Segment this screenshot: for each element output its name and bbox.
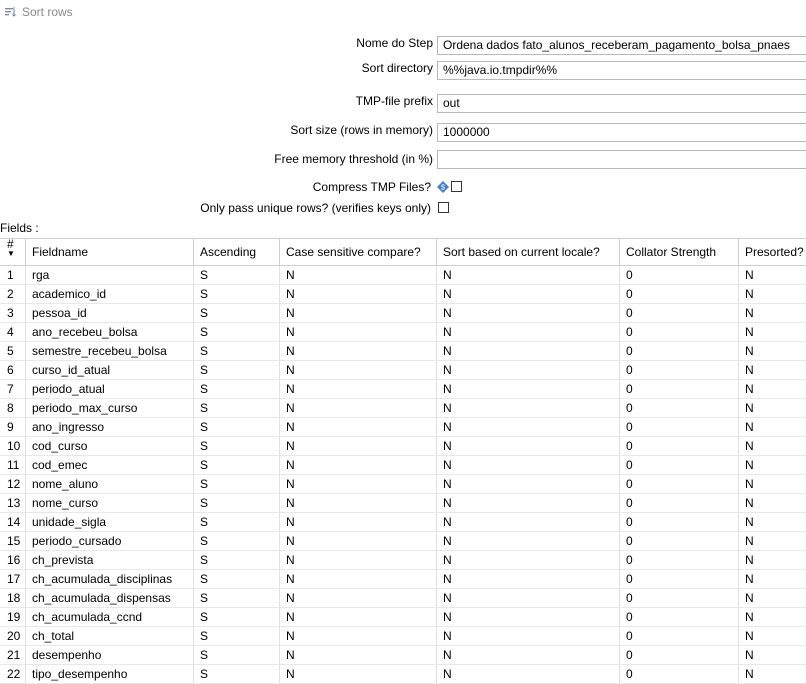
cell-collator[interactable]: 0 bbox=[620, 456, 739, 474]
cell-locale[interactable]: N bbox=[437, 513, 620, 531]
cell-presorted[interactable]: N bbox=[745, 382, 754, 396]
table-row[interactable] bbox=[0, 380, 806, 399]
sort-size-label: Sort size (rows in memory) bbox=[290, 123, 433, 137]
table-row[interactable] bbox=[0, 513, 806, 532]
cell-locale[interactable]: N bbox=[437, 589, 620, 607]
table-row[interactable] bbox=[0, 532, 806, 551]
cell-presorted[interactable]: N bbox=[745, 458, 754, 472]
cell-case-sensitive[interactable]: N bbox=[280, 380, 437, 398]
header-fieldname[interactable]: Fieldname bbox=[26, 239, 194, 265]
cell-collator[interactable]: 0 bbox=[620, 513, 739, 531]
cell-collator[interactable]: 0 bbox=[620, 551, 739, 569]
cell-collator[interactable]: 0 bbox=[620, 304, 739, 322]
cell-locale[interactable]: N bbox=[437, 551, 620, 569]
cell-collator[interactable]: 0 bbox=[620, 285, 739, 303]
cell-locale[interactable]: N bbox=[437, 399, 620, 417]
cell-collator[interactable]: 0 bbox=[620, 437, 739, 455]
cell-fieldname[interactable]: ch_total bbox=[26, 627, 194, 645]
cell-fieldname[interactable]: ch_prevista bbox=[26, 551, 194, 569]
cell-collator[interactable]: 0 bbox=[620, 418, 739, 436]
cell-num[interactable]: 3 bbox=[0, 304, 26, 322]
cell-num[interactable]: 13 bbox=[0, 494, 26, 512]
cell-num[interactable]: 20 bbox=[0, 627, 26, 645]
cell-presorted[interactable]: N bbox=[745, 553, 754, 567]
cell-case-sensitive[interactable]: N bbox=[280, 494, 437, 512]
cell-ascending[interactable]: S bbox=[194, 342, 280, 360]
cell-ascending[interactable]: S bbox=[194, 513, 280, 531]
cell-locale[interactable]: N bbox=[437, 494, 620, 512]
svg-text:$: $ bbox=[441, 184, 445, 192]
cell-locale[interactable]: N bbox=[437, 437, 620, 455]
cell-locale[interactable]: N bbox=[437, 627, 620, 645]
window-title: Sort rows bbox=[22, 5, 73, 19]
cell-fieldname[interactable]: ch_acumulada_disciplinas bbox=[26, 570, 194, 588]
cell-collator[interactable]: 0 bbox=[620, 380, 739, 398]
cell-num[interactable]: 6 bbox=[0, 361, 26, 379]
cell-case-sensitive[interactable]: N bbox=[280, 323, 437, 341]
cell-ascending[interactable]: S bbox=[194, 646, 280, 664]
cell-ascending[interactable]: S bbox=[194, 437, 280, 455]
cell-case-sensitive[interactable]: N bbox=[280, 399, 437, 417]
cell-locale[interactable]: N bbox=[437, 570, 620, 588]
table-row[interactable] bbox=[0, 551, 806, 570]
cell-presorted[interactable]: N bbox=[745, 420, 754, 434]
table-row[interactable] bbox=[0, 304, 806, 323]
cell-fieldname[interactable]: nome_curso bbox=[26, 494, 194, 512]
cell-presorted[interactable]: N bbox=[745, 515, 754, 529]
table-header-row bbox=[0, 238, 806, 266]
cell-case-sensitive[interactable]: N bbox=[280, 627, 437, 645]
cell-fieldname[interactable]: curso_id_atual bbox=[26, 361, 194, 379]
table-row[interactable] bbox=[0, 418, 806, 437]
cell-locale[interactable]: N bbox=[437, 532, 620, 550]
cell-fieldname[interactable]: ano_ingresso bbox=[26, 418, 194, 436]
cell-ascending[interactable]: S bbox=[194, 456, 280, 474]
cell-ascending[interactable]: S bbox=[194, 418, 280, 436]
cell-presorted[interactable]: N bbox=[745, 401, 754, 415]
cell-presorted[interactable]: N bbox=[745, 534, 754, 548]
free-memory-label: Free memory threshold (in %) bbox=[274, 152, 433, 166]
header-case-sensitive[interactable]: Case sensitive compare? bbox=[280, 239, 437, 265]
window-title-bar bbox=[4, 4, 73, 20]
cell-num[interactable]: 4 bbox=[0, 323, 26, 341]
table-row[interactable] bbox=[0, 323, 806, 342]
cell-fieldname[interactable]: cod_curso bbox=[26, 437, 194, 455]
compress-checkbox[interactable] bbox=[451, 181, 462, 192]
cell-fieldname[interactable]: periodo_max_curso bbox=[26, 399, 194, 417]
cell-locale[interactable]: N bbox=[437, 342, 620, 360]
cell-collator[interactable]: 0 bbox=[620, 342, 739, 360]
cell-presorted[interactable]: N bbox=[745, 667, 754, 681]
cell-case-sensitive[interactable]: N bbox=[280, 646, 437, 664]
cell-presorted[interactable]: N bbox=[745, 591, 754, 605]
unique-rows-checkbox[interactable] bbox=[438, 202, 449, 213]
table-row[interactable] bbox=[0, 494, 806, 513]
cell-case-sensitive[interactable]: N bbox=[280, 570, 437, 588]
cell-case-sensitive[interactable]: N bbox=[280, 475, 437, 493]
cell-num[interactable]: 1 bbox=[0, 266, 26, 284]
cell-presorted[interactable]: N bbox=[745, 287, 754, 301]
unique-rows-label: Only pass unique rows? (verifies keys only) bbox=[200, 201, 431, 215]
cell-fieldname[interactable]: tipo_desempenho bbox=[26, 665, 194, 683]
cell-locale[interactable]: N bbox=[437, 456, 620, 474]
table-row[interactable] bbox=[0, 627, 806, 646]
sort-directory-input[interactable]: %%java.io.tmpdir%% bbox=[437, 61, 806, 80]
table-row[interactable] bbox=[0, 285, 806, 304]
cell-collator[interactable]: 0 bbox=[620, 494, 739, 512]
cell-fieldname[interactable]: ano_recebeu_bolsa bbox=[26, 323, 194, 341]
variable-diamond-icon bbox=[437, 181, 449, 193]
cell-num[interactable]: 18 bbox=[0, 589, 26, 607]
cell-locale[interactable]: N bbox=[437, 361, 620, 379]
sort-directory-label: Sort directory bbox=[361, 61, 433, 75]
cell-locale[interactable]: N bbox=[437, 418, 620, 436]
cell-num[interactable]: 19 bbox=[0, 608, 26, 626]
cell-case-sensitive[interactable]: N bbox=[280, 608, 437, 626]
tmp-prefix-input[interactable]: out bbox=[437, 94, 806, 113]
sort-arrow-icon: ▼ bbox=[7, 249, 15, 258]
compress-label: Compress TMP Files? bbox=[312, 180, 431, 194]
step-name-input[interactable]: Ordena dados fato_alunos_receberam_pagamento_bolsa_pnaes bbox=[437, 36, 806, 55]
cell-fieldname[interactable]: ch_acumulada_dispensas bbox=[26, 589, 194, 607]
cell-fieldname[interactable]: periodo_atual bbox=[26, 380, 194, 398]
cell-num[interactable]: 22 bbox=[0, 665, 26, 683]
table-row[interactable] bbox=[0, 570, 806, 589]
cell-case-sensitive[interactable]: N bbox=[280, 342, 437, 360]
cell-fieldname[interactable]: rga bbox=[26, 266, 194, 284]
sort-size-input[interactable]: 1000000 bbox=[437, 123, 806, 142]
cell-num[interactable]: 10 bbox=[0, 437, 26, 455]
cell-collator[interactable]: 0 bbox=[620, 361, 739, 379]
cell-case-sensitive[interactable]: N bbox=[280, 456, 437, 474]
cell-num[interactable]: 15 bbox=[0, 532, 26, 550]
cell-case-sensitive[interactable]: N bbox=[280, 285, 437, 303]
cell-num[interactable]: 14 bbox=[0, 513, 26, 531]
cell-collator[interactable]: 0 bbox=[620, 266, 739, 284]
cell-fieldname[interactable]: semestre_recebeu_bolsa bbox=[26, 342, 194, 360]
cell-collator[interactable]: 0 bbox=[620, 589, 739, 607]
cell-ascending[interactable]: S bbox=[194, 570, 280, 588]
cell-locale[interactable]: N bbox=[437, 266, 620, 284]
cell-locale[interactable]: N bbox=[437, 475, 620, 493]
cell-num[interactable]: 7 bbox=[0, 380, 26, 398]
tmp-prefix-label: TMP-file prefix bbox=[355, 94, 433, 108]
cell-collator[interactable]: 0 bbox=[620, 608, 739, 626]
cell-ascending[interactable]: S bbox=[194, 475, 280, 493]
cell-num[interactable]: 2 bbox=[0, 285, 26, 303]
cell-ascending[interactable]: S bbox=[194, 266, 280, 284]
cell-presorted[interactable]: N bbox=[745, 610, 754, 624]
cell-case-sensitive[interactable]: N bbox=[280, 532, 437, 550]
cell-collator[interactable]: 0 bbox=[620, 646, 739, 664]
header-collator[interactable]: Collator Strength bbox=[620, 239, 739, 265]
cell-locale[interactable]: N bbox=[437, 323, 620, 341]
cell-case-sensitive[interactable]: N bbox=[280, 437, 437, 455]
header-presorted[interactable]: Presorted? bbox=[739, 239, 806, 265]
cell-presorted[interactable]: N bbox=[745, 344, 754, 358]
cell-collator[interactable]: 0 bbox=[620, 323, 739, 341]
cell-locale[interactable]: N bbox=[437, 646, 620, 664]
cell-ascending[interactable]: S bbox=[194, 399, 280, 417]
cell-ascending[interactable]: S bbox=[194, 380, 280, 398]
table-row[interactable] bbox=[0, 437, 806, 456]
cell-presorted[interactable]: N bbox=[745, 629, 754, 643]
cell-locale[interactable]: N bbox=[437, 608, 620, 626]
cell-locale[interactable]: N bbox=[437, 380, 620, 398]
cell-fieldname[interactable]: nome_aluno bbox=[26, 475, 194, 493]
cell-fieldname[interactable]: cod_emec bbox=[26, 456, 194, 474]
cell-num[interactable]: 12 bbox=[0, 475, 26, 493]
cell-ascending[interactable]: S bbox=[194, 551, 280, 569]
cell-ascending[interactable]: S bbox=[194, 589, 280, 607]
cell-fieldname[interactable]: unidade_sigla bbox=[26, 513, 194, 531]
table-row[interactable] bbox=[0, 456, 806, 475]
cell-collator[interactable]: 0 bbox=[620, 532, 739, 550]
cell-case-sensitive[interactable]: N bbox=[280, 551, 437, 569]
cell-case-sensitive[interactable]: N bbox=[280, 589, 437, 607]
cell-num[interactable]: 17 bbox=[0, 570, 26, 588]
cell-fieldname[interactable]: pessoa_id bbox=[26, 304, 194, 322]
cell-locale[interactable]: N bbox=[437, 285, 620, 303]
cell-fieldname[interactable]: desempenho bbox=[26, 646, 194, 664]
cell-num[interactable]: 21 bbox=[0, 646, 26, 664]
header-num[interactable]: # ▼ bbox=[0, 239, 26, 265]
cell-presorted[interactable]: N bbox=[745, 306, 754, 320]
cell-ascending[interactable]: S bbox=[194, 285, 280, 303]
cell-presorted[interactable]: N bbox=[745, 439, 754, 453]
fields-label: Fields : bbox=[0, 221, 39, 235]
cell-ascending[interactable]: S bbox=[194, 532, 280, 550]
free-memory-input[interactable] bbox=[437, 150, 806, 169]
cell-collator[interactable]: 0 bbox=[620, 627, 739, 645]
cell-collator[interactable]: 0 bbox=[620, 665, 739, 683]
cell-case-sensitive[interactable]: N bbox=[280, 418, 437, 436]
cell-ascending[interactable]: S bbox=[194, 361, 280, 379]
cell-ascending[interactable]: S bbox=[194, 627, 280, 645]
table-row[interactable] bbox=[0, 589, 806, 608]
cell-presorted[interactable]: N bbox=[745, 477, 754, 491]
cell-presorted[interactable]: N bbox=[745, 572, 754, 586]
table-row[interactable] bbox=[0, 342, 806, 361]
table-row[interactable] bbox=[0, 475, 806, 494]
cell-locale[interactable]: N bbox=[437, 304, 620, 322]
cell-locale[interactable]: N bbox=[437, 665, 620, 683]
cell-num[interactable]: 5 bbox=[0, 342, 26, 360]
cell-ascending[interactable]: S bbox=[194, 608, 280, 626]
cell-ascending[interactable]: S bbox=[194, 665, 280, 683]
cell-fieldname[interactable]: periodo_cursado bbox=[26, 532, 194, 550]
cell-ascending[interactable]: S bbox=[194, 304, 280, 322]
table-row[interactable] bbox=[0, 361, 806, 380]
cell-num[interactable]: 8 bbox=[0, 399, 26, 417]
step-name-label: Nome do Step bbox=[356, 36, 433, 50]
cell-num[interactable]: 16 bbox=[0, 551, 26, 569]
cell-case-sensitive[interactable]: N bbox=[280, 266, 437, 284]
table-row[interactable] bbox=[0, 608, 806, 627]
cell-presorted[interactable]: N bbox=[745, 648, 754, 662]
table-row[interactable] bbox=[0, 399, 806, 418]
sort-rows-icon bbox=[4, 6, 16, 18]
cell-presorted[interactable]: N bbox=[745, 496, 754, 510]
cell-case-sensitive[interactable]: N bbox=[280, 513, 437, 531]
cell-fieldname[interactable]: academico_id bbox=[26, 285, 194, 303]
cell-collator[interactable]: 0 bbox=[620, 475, 739, 493]
table-row[interactable] bbox=[0, 665, 806, 684]
cell-collator[interactable]: 0 bbox=[620, 570, 739, 588]
header-locale[interactable]: Sort based on current locale? bbox=[437, 239, 620, 265]
cell-case-sensitive[interactable]: N bbox=[280, 361, 437, 379]
cell-collator[interactable]: 0 bbox=[620, 399, 739, 417]
cell-num[interactable]: 11 bbox=[0, 456, 26, 474]
cell-num[interactable]: 9 bbox=[0, 418, 26, 436]
header-ascending[interactable]: Ascending bbox=[194, 239, 280, 265]
cell-presorted[interactable]: N bbox=[745, 268, 754, 282]
table-row[interactable] bbox=[0, 646, 806, 665]
table-row[interactable] bbox=[0, 266, 806, 285]
cell-ascending[interactable]: S bbox=[194, 323, 280, 341]
cell-ascending[interactable]: S bbox=[194, 494, 280, 512]
cell-presorted[interactable]: N bbox=[745, 325, 754, 339]
cell-fieldname[interactable]: ch_acumulada_ccnd bbox=[26, 608, 194, 626]
cell-presorted[interactable]: N bbox=[745, 363, 754, 377]
cell-case-sensitive[interactable]: N bbox=[280, 665, 437, 683]
cell-case-sensitive[interactable]: N bbox=[280, 304, 437, 322]
